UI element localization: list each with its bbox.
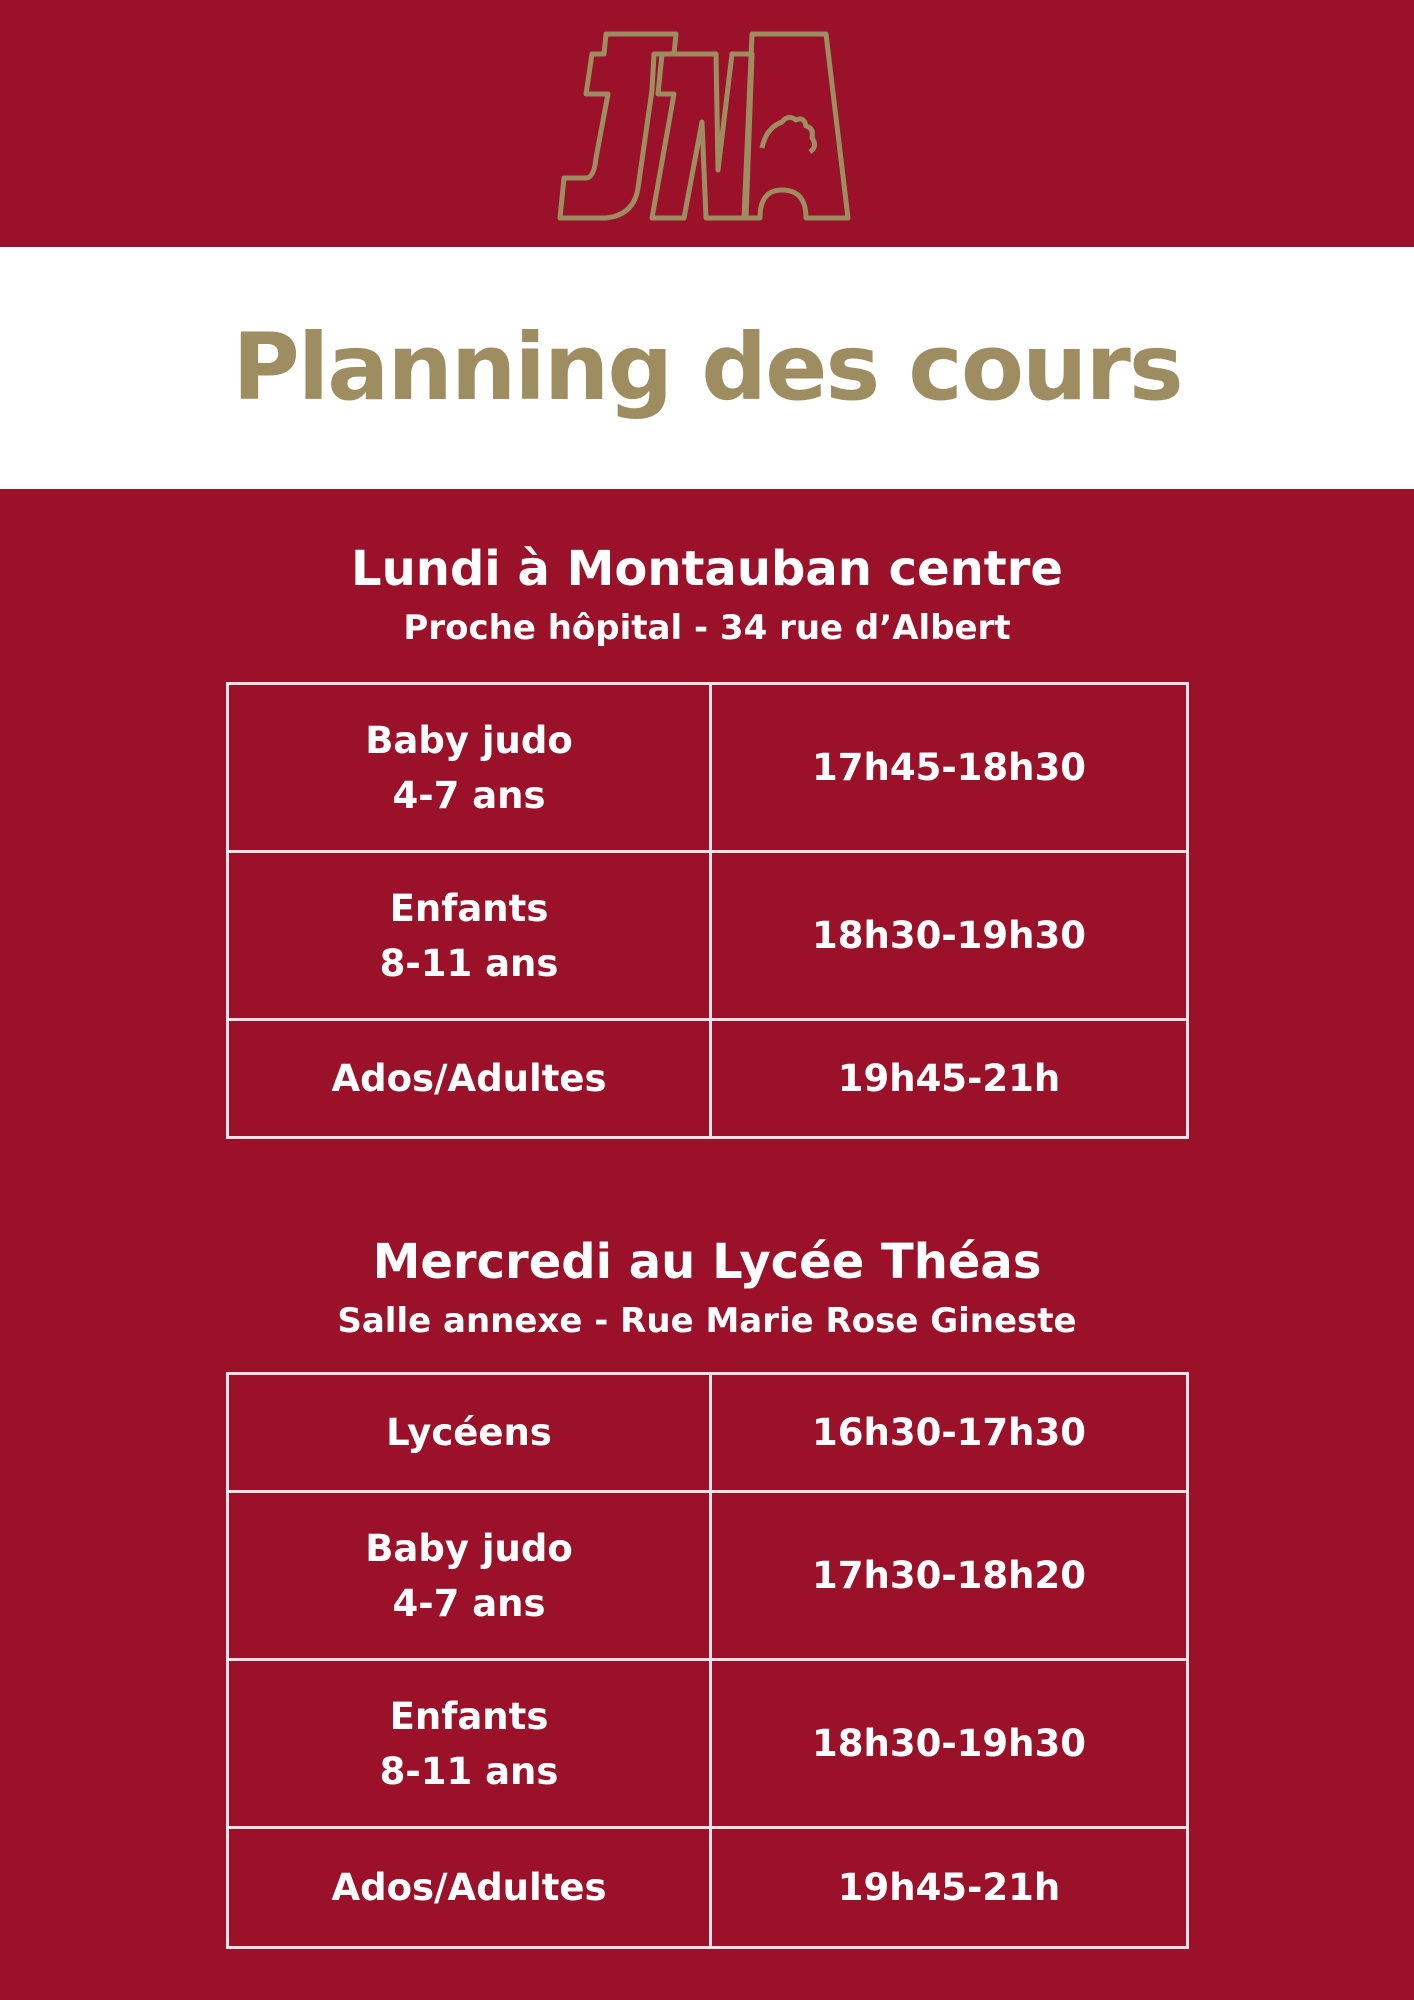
course-name: Baby judo — [365, 1526, 573, 1570]
course-name: Enfants — [389, 886, 549, 930]
club-logo — [556, 30, 856, 225]
header-band — [0, 0, 1414, 247]
time-cell: 17h30-18h20 — [711, 1492, 1188, 1660]
time-cell: 16h30-17h30 — [711, 1374, 1188, 1492]
schedule-table-wednesday — [226, 1372, 1189, 1949]
table-row — [228, 1660, 1188, 1828]
course-cell — [228, 1374, 711, 1492]
course-name: Enfants — [389, 1694, 549, 1738]
course-age: 8-11 ans — [379, 1749, 559, 1793]
table-row — [228, 1374, 1188, 1492]
section-title: Mercredi au Lycée Théas — [372, 1234, 1042, 1290]
time-cell: 19h45-21h — [711, 1828, 1188, 1948]
schedule-table-monday — [226, 682, 1189, 1139]
course-age: 4-7 ans — [392, 1581, 546, 1625]
section-wednesday-header — [0, 1234, 1414, 1341]
section-title: Lundi à Montauban centre — [351, 541, 1063, 597]
course-cell — [228, 1660, 711, 1828]
course-age: 8-11 ans — [379, 941, 559, 985]
time-cell: 18h30-19h30 — [711, 852, 1188, 1020]
section-subtitle: Proche hôpital - 34 rue d’Albert — [403, 608, 1011, 648]
table-row — [228, 1828, 1188, 1948]
table-row — [228, 684, 1188, 852]
time-cell: 19h45-21h — [711, 1020, 1188, 1138]
time-cell: 18h30-19h30 — [711, 1660, 1188, 1828]
course-cell — [228, 684, 711, 852]
table-row — [228, 1020, 1188, 1138]
course-cell — [228, 1492, 711, 1660]
title-band — [0, 247, 1414, 489]
course-name: Ados/Adultes — [331, 1057, 607, 1100]
table-row — [228, 1492, 1188, 1660]
course-cell — [228, 1020, 711, 1138]
course-cell — [228, 1828, 711, 1948]
course-name: Lycéens — [386, 1411, 552, 1454]
section-subtitle: Salle annexe - Rue Marie Rose Gineste — [337, 1301, 1077, 1341]
time-cell: 17h45-18h30 — [711, 684, 1188, 852]
table-row — [228, 852, 1188, 1020]
course-age: 4-7 ans — [392, 773, 546, 817]
course-name: Ados/Adultes — [331, 1866, 607, 1909]
course-name: Baby judo — [365, 718, 573, 762]
section-monday-header — [0, 541, 1414, 648]
course-cell — [228, 852, 711, 1020]
page-title: Planning des cours — [232, 314, 1182, 421]
